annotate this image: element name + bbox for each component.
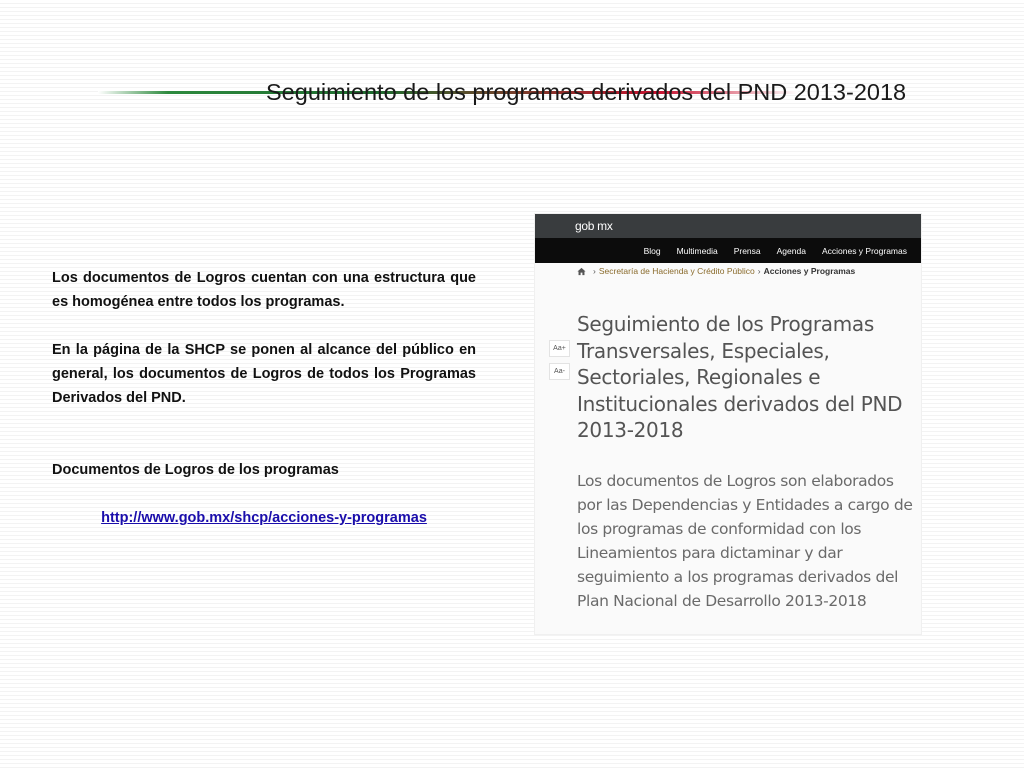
gob-logo[interactable]: gob mx <box>575 219 613 233</box>
home-icon[interactable] <box>577 267 586 276</box>
top-nav <box>535 238 921 263</box>
shcp-programs-link[interactable]: http://www.gob.mx/shcp/acciones-y-programas <box>101 510 427 526</box>
page-title: Seguimiento de los Programas Transversales, Especiales, Sectoriales, Regionales e Institucionales derivados del PND 2013-2018 <box>577 312 903 442</box>
nav-item-blog[interactable]: Blog <box>643 245 661 256</box>
decrease-font-button[interactable]: Aa- <box>549 363 570 380</box>
slide-title: Seguimiento de los programas derivados del PND 2013-2018 <box>266 79 907 105</box>
nav-item-acciones-y-programas[interactable]: Acciones y Programas <box>821 245 907 256</box>
nav-item-multimedia[interactable]: Multimedia <box>676 245 718 256</box>
paragraph-logros-structure: Los documentos de Logros cuentan con una estructura que es homogénea entre todos los programas. <box>52 270 476 310</box>
breadcrumb <box>577 266 855 276</box>
gob-header-bar <box>535 214 921 238</box>
nav-item-prensa[interactable]: Prensa <box>733 245 761 256</box>
slide-header <box>98 70 978 120</box>
chevron-right-icon: › <box>593 266 596 276</box>
page-description: Los documentos de Logros son elaborados por las Dependencias y Entidades a cargo de los programas de conformidad con los Lineamientos para dictaminar y dar seguimiento a los programas derivados del Plan Nacional de Desarrollo 2013-2018 <box>577 472 913 610</box>
spacer <box>52 482 476 506</box>
chevron-right-icon: › <box>757 266 761 276</box>
nav-item-agenda[interactable]: Agenda <box>776 245 806 256</box>
breadcrumb-parent[interactable]: Secretaría de Hacienda y Crédito Público <box>598 266 755 276</box>
documents-heading: Documentos de Logros de los programas <box>52 462 339 478</box>
spacer <box>52 410 476 434</box>
increase-font-button[interactable]: Aa+ <box>549 340 570 357</box>
embedded-webpage-screenshot <box>535 214 921 634</box>
spacer <box>52 314 476 338</box>
paragraph-shcp-page: En la página de la SHCP se ponen al alcance del público en general, los documentos de Logros de todos los Programas Derivados del PND. <box>52 342 476 406</box>
spacer <box>52 434 476 458</box>
left-text-block <box>52 266 476 530</box>
breadcrumb-current: Acciones y Programas <box>763 266 856 276</box>
